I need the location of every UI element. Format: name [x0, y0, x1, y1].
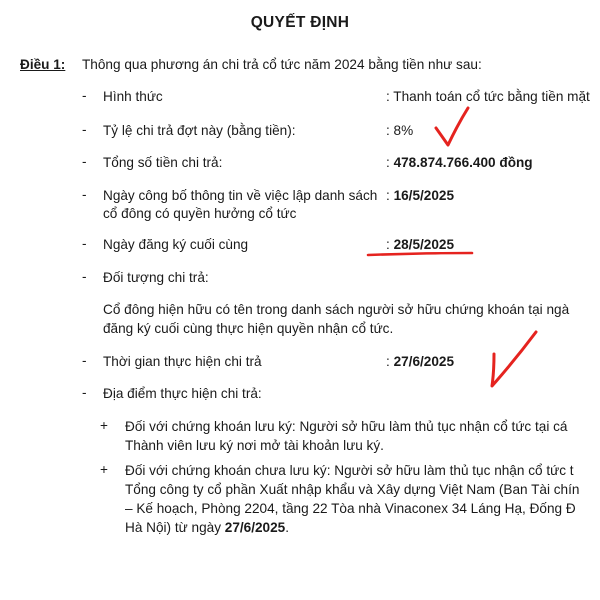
item-label-continued: cổ đông có quyền hưởng cổ tức [103, 206, 297, 221]
item-label: Tỷ lệ chi trả đợt này (bằng tiền): [103, 123, 296, 138]
item-value [386, 187, 454, 204]
subitem-text: . [285, 520, 290, 535]
item-label: Địa điểm thực hiện chi trả: [103, 386, 262, 401]
item-value: : 8% [386, 123, 414, 138]
bullet-dash: - [82, 385, 87, 400]
subitem-line [125, 519, 289, 537]
subitem-line: Tổng công ty cổ phần Xuất nhập khẩu và Xây dựng Việt Nam (Ban Tài chín [125, 482, 580, 497]
record-date: 28/5/2025 [393, 237, 455, 252]
value-prefix: : [386, 237, 394, 252]
underline-stroke [368, 253, 472, 255]
item-value [386, 236, 454, 253]
subitem-date: 27/6/2025 [224, 520, 286, 535]
value-prefix: : [386, 188, 394, 203]
announcement-date: 16/5/2025 [393, 188, 455, 203]
bullet-dash: - [82, 88, 87, 103]
article-intro: Thông qua phương án chi trả cổ tức năm 2024 bằng tiền như sau: [82, 57, 482, 72]
check-mark-icon [492, 332, 536, 386]
bullet-dash: - [82, 154, 87, 169]
item-value: : Thanh toán cổ tức bằng tiền mặt [386, 89, 590, 104]
subitem-line: Thành viên lưu ký nơi mở tài khoản lưu ký. [125, 438, 384, 453]
check-mark-icon [436, 108, 468, 145]
bullet-plus: + [100, 418, 108, 433]
item-label: Ngày công bố thông tin về việc lập danh sách [103, 188, 378, 203]
item-label: Tổng số tiền chi trả: [103, 155, 223, 170]
article-heading [20, 56, 65, 73]
bullet-dash: - [82, 236, 87, 251]
total-amount: 478.874.766.400 đồng [393, 155, 533, 170]
item-label: Hình thức [103, 89, 163, 104]
subitem-line: Đối với chứng khoán lưu ký: Người sở hữu làm thủ tục nhận cổ tức tại cá [125, 419, 568, 434]
subitem-line: – Kế hoạch, Phòng 2204, tầng 22 Tòa nhà Vinaconex 34 Láng Hạ, Đống Đ [125, 501, 576, 516]
paragraph-line: đăng ký cuối cùng thực hiện quyền nhận cổ tức. [103, 321, 394, 336]
item-label: Thời gian thực hiện chi trả [103, 354, 262, 369]
payment-date: 27/6/2025 [393, 354, 455, 369]
bullet-dash: - [82, 187, 87, 202]
item-label: Đối tượng chi trả: [103, 270, 209, 285]
item-value [386, 353, 454, 370]
article-label: Điều 1: [20, 57, 66, 72]
bullet-plus: + [100, 462, 108, 477]
subitem-line: Đối với chứng khoán chưa lưu ký: Người sở hữu làm thủ tục nhận cổ tức t [125, 463, 574, 478]
document-title: QUYẾT ĐỊNH [250, 14, 350, 31]
item-value [386, 154, 533, 171]
bullet-dash: - [82, 353, 87, 368]
item-label: Ngày đăng ký cuối cùng [103, 237, 249, 252]
bullet-dash: - [82, 122, 87, 137]
bullet-dash: - [82, 269, 87, 284]
value-prefix: : [386, 155, 394, 170]
value-prefix: : [386, 354, 394, 369]
paragraph-line: Cổ đông hiện hữu có tên trong danh sách người sở hữu chứng khoán tại ngà [103, 302, 570, 317]
subitem-text: Hà Nội) từ ngày [125, 520, 225, 535]
